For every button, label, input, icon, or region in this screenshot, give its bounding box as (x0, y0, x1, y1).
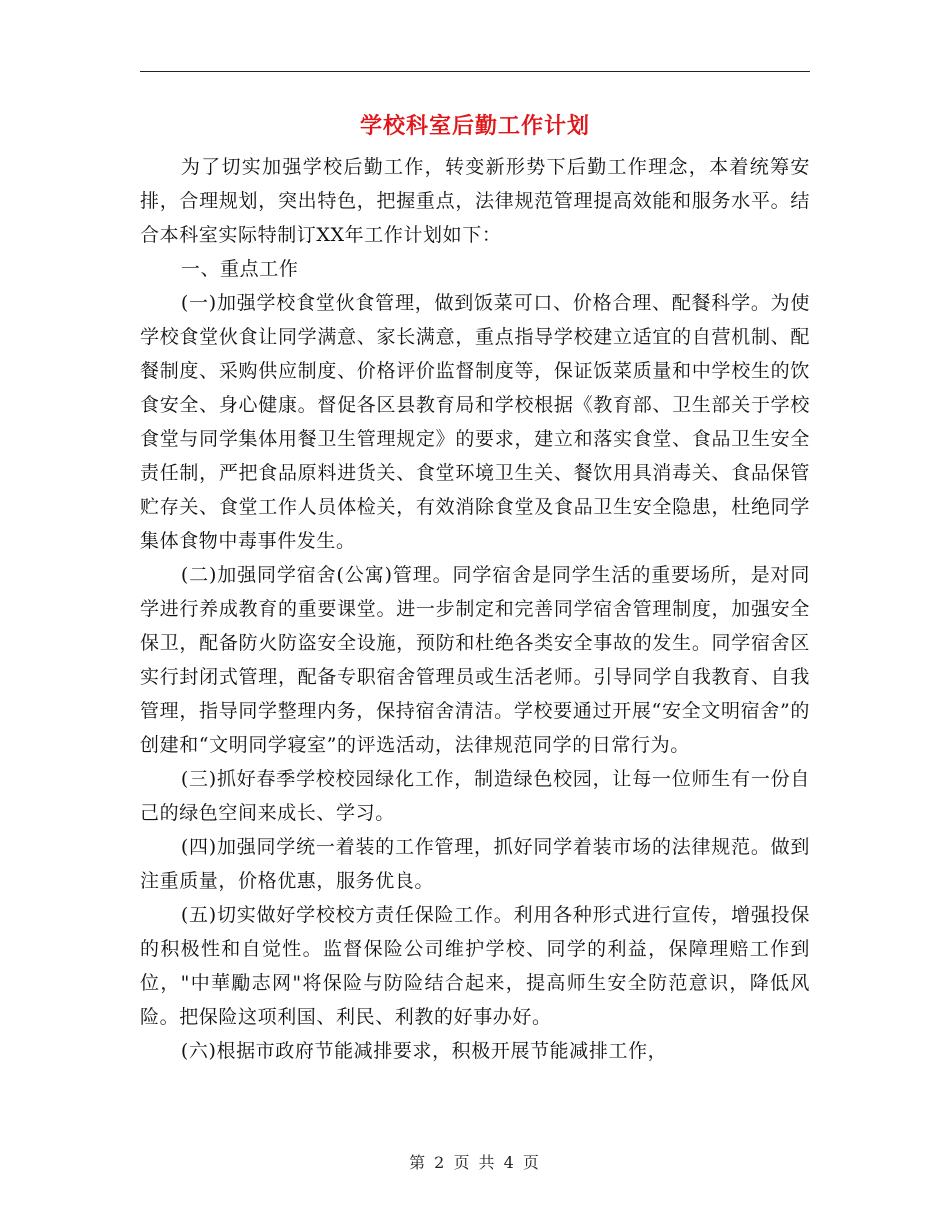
header-rule (140, 71, 810, 72)
document-title: 学校科室后勤工作计划 (359, 113, 590, 139)
paragraph-dormitory: (二)加强同学宿舍(公寓)管理。同学宿舍是同学生活的重要场所，是对同学进行养成教育的重要课堂。进一步制定和完善同学宿舍管理制度，加强安全保卫，配备防火防盗安全设施，预防和杜绝各类安全事故的发生。同学宿舍区实行封闭式管理，配备专职宿舍管理员或生活老师。引导同学自我教育、自我管理，指导同学整理内务，保持宿舍清洁。学校要通过开展“安全文明宿舍”的创建和“文明同学寝室”的评选活动，法律规范同学的日常行为。 (140, 564, 810, 756)
paragraph-energy-saving: (六)根据市政府节能减排要求，积极开展节能减排工作， (180, 1040, 668, 1062)
paragraph-insurance: (五)切实做好学校校方责任保险工作。利用各种形式进行宣传，增强投保的积极性和自觉性。监督保险公司维护学校、同学的利益，保障理赔工作到位，"中華勵志网"将保险与防险结合起来，提高师生安全防范意识，降低风险。把保险这项利国、利民、利教的好事办好。 (140, 904, 810, 1028)
paragraph-greening: (三)抓好春季学校校园绿化工作，制造绿色校园，让每一位师生有一份自己的绿色空间来成长、学习。 (140, 768, 810, 824)
page-number: 第 2 页 共 4 页 (409, 1153, 541, 1172)
paragraph-uniform: (四)加强同学统一着装的工作管理，抓好同学着装市场的法律规范。做到注重质量，价格优惠，服务优良。 (140, 836, 810, 892)
document-body (140, 150, 810, 1068)
paragraph-canteen: (一)加强学校食堂伙食管理，做到饭菜可口、价格合理、配餐科学。为使学校食堂伙食让同学满意、家长满意，重点指导学校建立适宜的自营机制、配餐制度、采购供应制度、价格评价监督制度等，保证饭菜质量和中学校生的饮食安全、身心健康。督促各区县教育局和学校根据《教育部、卫生部关于学校食堂与同学集体用餐卫生管理规定》的要求，建立和落实食堂、食品卫生安全责任制，严把食品原料进货关、食堂环境卫生关、餐饮用具消毒关、食品保管贮存关、食堂工作人员体检关，有效消除食堂及食品卫生安全隐患，杜绝同学集体食物中毒事件发生。 (140, 292, 810, 552)
section-heading-key-work: 一、重点工作 (180, 258, 299, 280)
intro-paragraph: 为了切实加强学校后勤工作，转变新形势下后勤工作理念，本着统筹安排，合理规划，突出特色，把握重点，法律规范管理提高效能和服务水平。结合本科室实际特制订XX年工作计划如下： (140, 156, 810, 246)
